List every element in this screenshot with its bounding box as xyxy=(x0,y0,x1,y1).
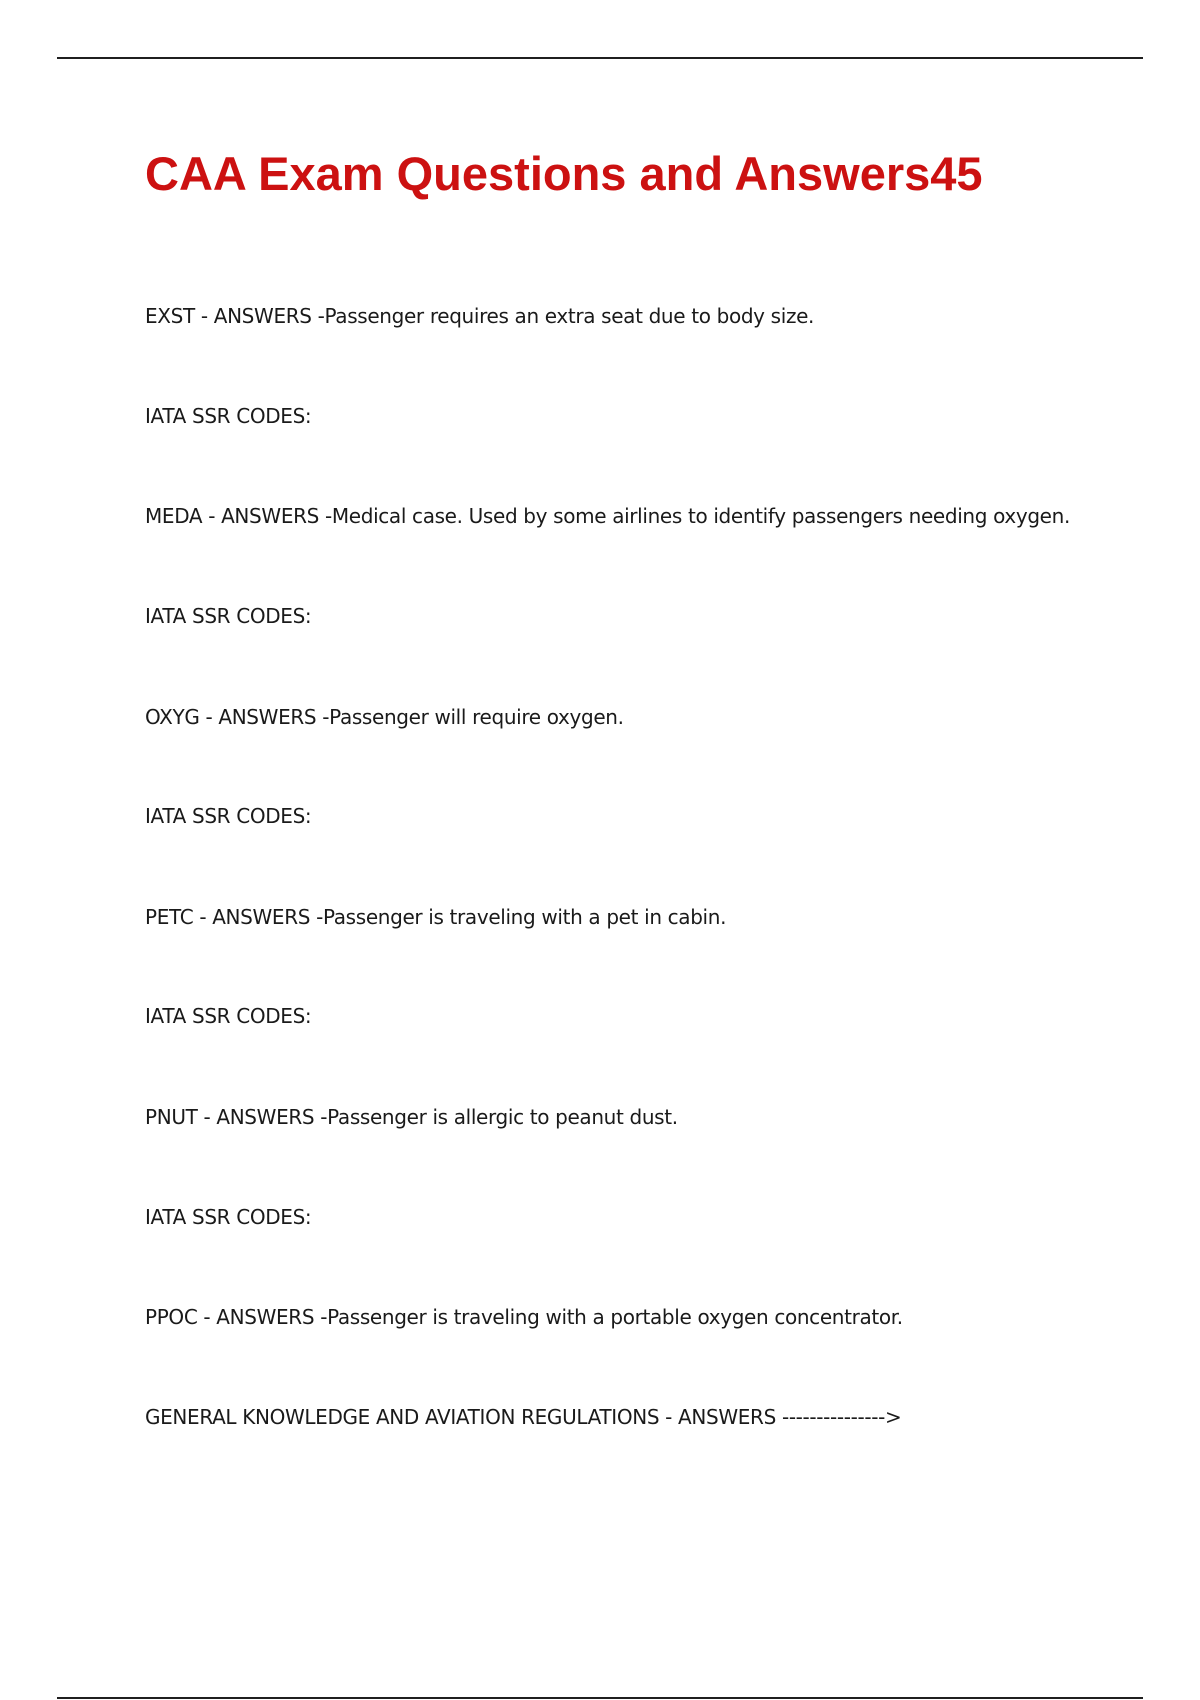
section-label: IATA SSR CODES: xyxy=(145,404,312,428)
section-label: IATA SSR CODES: xyxy=(145,604,312,628)
qa-entry: MEDA - ANSWERS -Medical case. Used by some airlines to identify passengers needing oxygen. xyxy=(145,504,1070,528)
section-label: IATA SSR CODES: xyxy=(145,804,312,828)
qa-entry: PNUT - ANSWERS -Passenger is allergic to peanut dust. xyxy=(145,1105,678,1129)
qa-entry: PETC - ANSWERS -Passenger is traveling with a pet in cabin. xyxy=(145,905,727,929)
section-label: IATA SSR CODES: xyxy=(145,1205,312,1229)
footer-rule xyxy=(57,1697,1143,1699)
section-label: IATA SSR CODES: xyxy=(145,1004,312,1028)
qa-entry: EXST - ANSWERS -Passenger requires an extra seat due to body size. xyxy=(145,304,815,328)
header-rule xyxy=(57,57,1143,59)
document-title: CAA Exam Questions and Answers45 xyxy=(145,147,983,200)
section-heading: GENERAL KNOWLEDGE AND AVIATION REGULATIONS - ANSWERS ---------------> xyxy=(145,1405,902,1429)
qa-entry: PPOC - ANSWERS -Passenger is traveling with a portable oxygen concentrator. xyxy=(145,1305,903,1329)
qa-entry: OXYG - ANSWERS -Passenger will require oxygen. xyxy=(145,705,624,729)
